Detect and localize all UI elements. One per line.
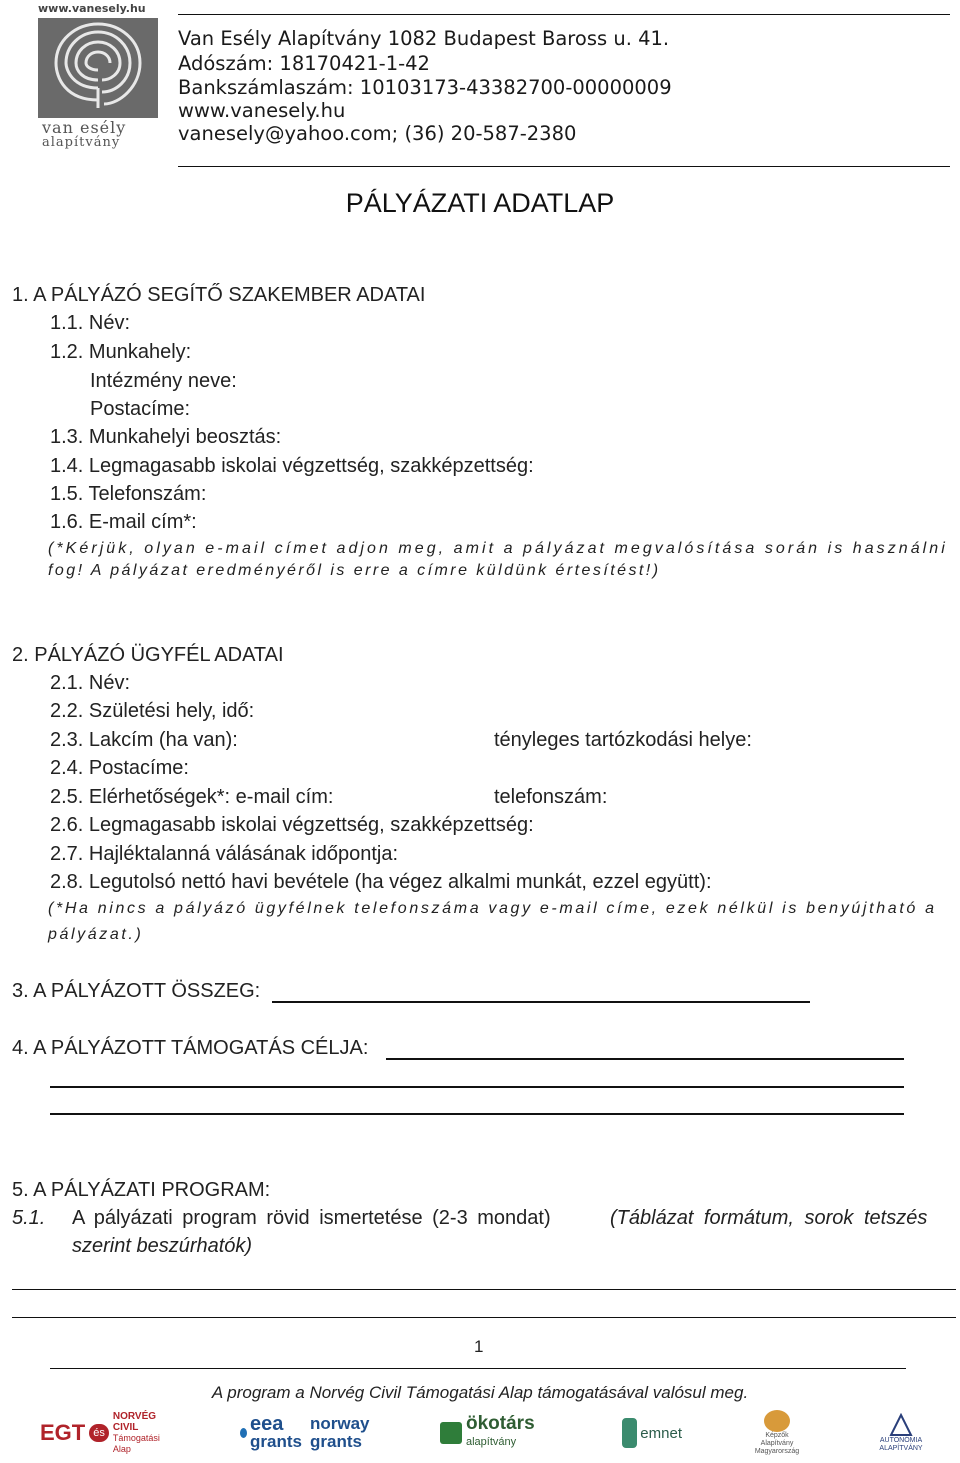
field-5-1-number: 5.1. bbox=[12, 1207, 46, 1229]
header-bank-account: Bankszámlaszám: 10103173-43382700-00000009 bbox=[178, 76, 672, 99]
field-2-4: 2.4. Postacíme: bbox=[50, 757, 189, 779]
emnet-globe-icon bbox=[622, 1418, 637, 1448]
logo-url: www.vanesely.hu bbox=[38, 2, 146, 15]
sponsor-note: A program a Norvég Civil Támogatási Alap támogatásával valósul meg. bbox=[211, 1383, 749, 1402]
kepzok-alapitvany-logo bbox=[752, 1405, 802, 1461]
field-1-5: 1.5. Telefonszám: bbox=[50, 483, 207, 505]
section1-note-line1: (*Kérjük, olyan e-mail címet adjon meg, amit a pályázat megvalósítása során is használni bbox=[48, 540, 948, 557]
emnet-logo bbox=[622, 1405, 682, 1461]
section4-heading: 4. A PÁLYÁZOTT TÁMOGATÁS CÉLJA: bbox=[12, 1037, 369, 1059]
cf-text-3: Magyarország bbox=[754, 1448, 800, 1455]
section2-note-line2: pályázat.) bbox=[48, 926, 144, 943]
header-website: www.vanesely.hu bbox=[178, 99, 346, 122]
logo-name-line2: alapítvány bbox=[42, 135, 121, 150]
okotars-alapitvany-text: alapítvány bbox=[466, 1436, 517, 1448]
field-1-4: 1.4. Legmagasabb iskolai végzettség, szakképzettség: bbox=[50, 455, 534, 477]
egt-norveg-civil-logo bbox=[40, 1405, 175, 1461]
autonomia-emblem-icon bbox=[889, 1413, 913, 1437]
page-number: 1 bbox=[474, 1337, 484, 1356]
field-2-7: 2.7. Hajléktalanná válásának időpontja: bbox=[50, 843, 399, 865]
tamogatasi-alap-text: Támogatási Alap bbox=[112, 1433, 160, 1454]
purpose-blank-line-1 bbox=[386, 1058, 904, 1060]
norway-grants-text: grants bbox=[310, 1432, 362, 1451]
header-tax-number: Adószám: 18170421-1-42 bbox=[178, 52, 430, 75]
field-5-1-italic-a: (Táblázat formátum, sorok tetszés bbox=[610, 1207, 928, 1229]
eea-grants-text: grants bbox=[250, 1432, 302, 1451]
eea-dots-icon bbox=[240, 1428, 247, 1438]
van-esely-logo bbox=[36, 4, 164, 150]
field-1-2: 1.2. Munkahely: bbox=[50, 341, 192, 363]
header-address: Van Esély Alapítvány 1082 Budapest Baross u. 41. bbox=[178, 27, 670, 50]
norveg-civil-text: NORVÉG CIVIL bbox=[112, 1411, 157, 1433]
field-1-3: 1.3. Munkahelyi beosztás: bbox=[50, 426, 282, 448]
amount-blank-line bbox=[272, 1001, 810, 1003]
okotars-logo bbox=[440, 1405, 540, 1461]
cf-text-1: Képzők bbox=[765, 1432, 789, 1439]
section1-heading: 1. A PÁLYÁZÓ SEGÍTŐ SZAKEMBER ADATAI bbox=[12, 284, 426, 306]
field-1-6: 1.6. E-mail cím*: bbox=[50, 511, 197, 533]
norway-text: norway bbox=[310, 1414, 370, 1433]
section3-heading: 3. A PÁLYÁZOTT ÖSSZEG: bbox=[12, 980, 261, 1002]
autonomia-logo bbox=[876, 1405, 926, 1461]
okotars-leaf-icon bbox=[440, 1422, 462, 1444]
field-2-5-phone: telefonszám: bbox=[494, 786, 608, 808]
field-1-2-institution: Intézmény neve: bbox=[90, 370, 237, 392]
field-5-1-italic-b: szerint beszúrhatók) bbox=[72, 1235, 253, 1257]
cf-text-2: Alapítvány bbox=[760, 1440, 794, 1447]
footer-rule-1 bbox=[12, 1289, 956, 1290]
footer-rule-3 bbox=[50, 1368, 906, 1369]
field-2-5: 2.5. Elérhetőségek*: e-mail cím: bbox=[50, 786, 334, 808]
header-bottom-rule bbox=[178, 166, 950, 167]
field-2-3-residence: tényleges tartózkodási helye: bbox=[494, 729, 752, 751]
section1-note-line2: fog! A pályázat eredményéről is erre a címre küldünk értesítést!) bbox=[48, 562, 661, 579]
egt-text: EGT bbox=[40, 1420, 86, 1445]
section2-note-line1: (*Ha nincs a pályázó ügyfélnek telefonszáma vagy e-mail címe, ezek nélkül is benyújtható a bbox=[48, 900, 937, 917]
eea-text: eea bbox=[250, 1413, 284, 1435]
section2-heading: 2. PÁLYÁZÓ ÜGYFÉL ADATAI bbox=[12, 644, 284, 666]
logo-name-line1: van esély bbox=[42, 118, 127, 137]
cf-emblem-icon bbox=[764, 1410, 790, 1432]
field-2-8: 2.8. Legutolsó nettó havi bevétele (ha végez alkalmi munkát, ezzel együtt): bbox=[50, 871, 712, 893]
purpose-blank-line-2 bbox=[50, 1086, 904, 1088]
field-2-1: 2.1. Név: bbox=[50, 672, 131, 694]
field-2-6: 2.6. Legmagasabb iskolai végzettség, szakképzettség: bbox=[50, 814, 534, 836]
page-title: PÁLYÁZATI ADATLAP bbox=[345, 188, 615, 218]
labyrinth-icon bbox=[38, 18, 158, 118]
field-1-1: 1.1. Név: bbox=[50, 312, 131, 334]
field-2-3: 2.3. Lakcím (ha van): bbox=[50, 729, 238, 751]
es-badge: és bbox=[89, 1424, 109, 1442]
header-top-rule bbox=[178, 14, 950, 15]
field-2-2: 2.2. Születési hely, idő: bbox=[50, 700, 255, 722]
field-5-1-text: A pályázati program rövid ismertetése (2-3 mondat) bbox=[72, 1207, 551, 1229]
autonomia-text-1: AUTONÓMIA bbox=[879, 1437, 923, 1444]
footer-rule-2 bbox=[12, 1317, 956, 1318]
purpose-blank-line-3 bbox=[50, 1113, 904, 1115]
norway-grants-logo bbox=[310, 1405, 368, 1461]
autonomia-text-2: ALAPÍTVÁNY bbox=[879, 1445, 923, 1452]
section5-heading: 5. A PÁLYÁZATI PROGRAM: bbox=[12, 1179, 271, 1201]
header-contact: vanesely@yahoo.com; (36) 20-587-2380 bbox=[178, 122, 577, 145]
eea-grants-logo bbox=[240, 1405, 302, 1461]
emnet-text: emnet bbox=[640, 1424, 682, 1442]
field-1-2-postal: Postacíme: bbox=[90, 398, 191, 420]
okotars-text: ökotárs bbox=[466, 1413, 535, 1434]
